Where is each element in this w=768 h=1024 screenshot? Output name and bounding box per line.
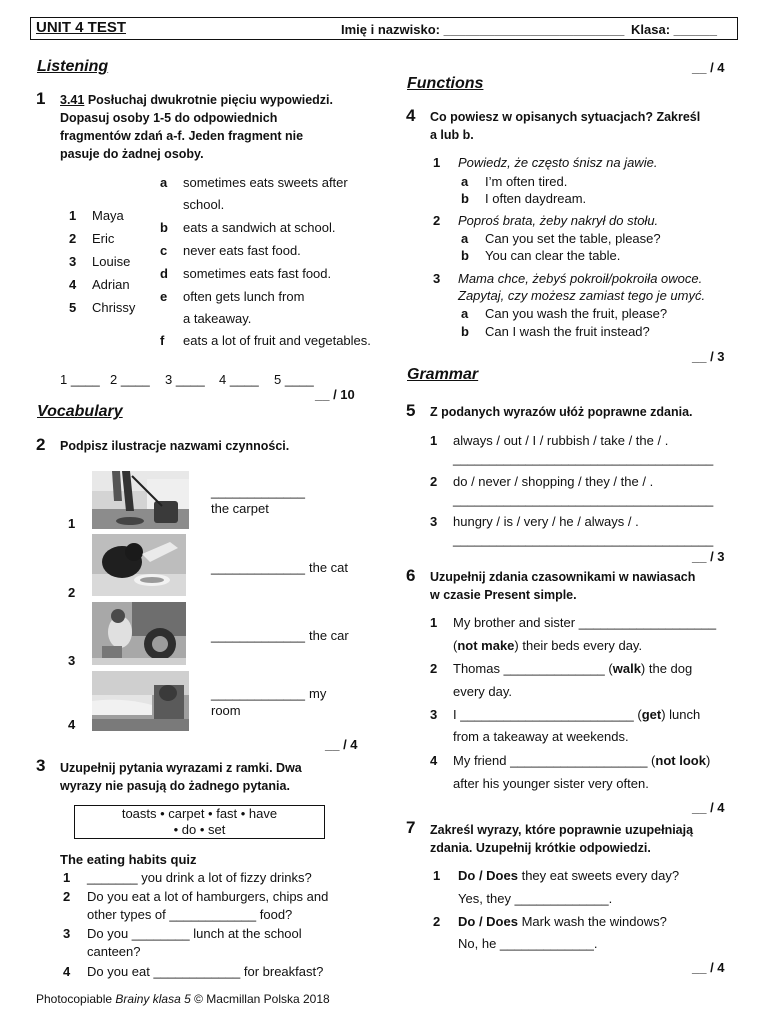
gap-sentence[interactable]: Thomas ______________ (walk) the dog xyxy=(453,661,693,676)
option-text: never eats fast food. xyxy=(183,243,301,258)
person-name: Eric xyxy=(92,231,115,246)
gap-sentence[interactable]: My brother and sister ___________________ xyxy=(453,615,717,630)
option-b[interactable]: I often daydream. xyxy=(485,191,587,206)
quiz-question: canteen? xyxy=(87,944,141,959)
gap-sentence[interactable]: My friend ___________________ (not look) xyxy=(453,753,711,768)
word-prompt: do / never / shopping / they / the / . xyxy=(453,474,654,489)
test-header xyxy=(30,17,738,40)
quiz-question: other types of ____________ food? xyxy=(87,907,293,922)
option-a[interactable]: Can you wash the fruit, please? xyxy=(485,306,668,321)
answer-line[interactable]: ____________________________________ xyxy=(453,492,714,507)
short-answer[interactable]: No, he _____________. xyxy=(458,936,598,951)
task1-score: __ / 10 xyxy=(315,387,355,402)
functions-heading: Functions xyxy=(407,75,484,92)
vacuuming-photo xyxy=(92,471,189,529)
option-text: sometimes eats fast food. xyxy=(183,266,332,281)
option-b[interactable]: You can clear the table. xyxy=(485,248,621,263)
task2-instruction: Podpisz ilustracje nazwami czynności. xyxy=(60,439,290,453)
task1-instruction: 3.41 Posłuchaj dwukrotnie pięciu wypowiedzi. Dopasuj osoby 1-5 do odpowiednich fragmentów zdań a-f. Jeden fragment nie pasuje do żadnej osoby. xyxy=(60,93,333,161)
answer-blank[interactable]: 5 ____ xyxy=(274,372,314,387)
answer-blank[interactable]: _____________ xyxy=(211,484,305,499)
task4-score: __ / 3 xyxy=(692,349,725,364)
answer-blank[interactable]: _____________ xyxy=(211,628,305,643)
task1-number: 1 xyxy=(36,89,46,108)
task3-number: 3 xyxy=(36,756,46,775)
choice-sentence[interactable]: Do / Does they eat sweets every day? xyxy=(458,868,680,883)
track-number: 3.41 xyxy=(60,93,85,107)
quiz-question: Do you eat a lot of hamburgers, chips and xyxy=(87,889,329,904)
quiz-question: Do you ________ lunch at the school xyxy=(87,926,302,941)
quiz-title: The eating habits quiz xyxy=(60,852,197,867)
task4-instruction: Co powiesz w opisanych sytuacjach? Zakreśl a lub b. xyxy=(430,110,701,142)
room-tidying-photo xyxy=(92,671,189,731)
verb-hint: not make xyxy=(457,638,515,653)
task7-number: 7 xyxy=(406,818,416,837)
vocabulary-heading: Vocabulary xyxy=(37,403,123,420)
task5-number: 5 xyxy=(406,401,416,420)
task6-score: __ / 4 xyxy=(692,800,725,815)
task5-score: __ / 3 xyxy=(692,549,725,564)
situation-prompt: Mama chce, żebyś pokroił/pokroiła owoce. xyxy=(458,271,703,286)
verb-hint: not look xyxy=(655,753,706,768)
task4-number: 4 xyxy=(406,106,416,125)
answer-blank[interactable]: 3 ____ xyxy=(165,372,205,387)
car-washing-photo xyxy=(92,602,186,665)
choice-sentence[interactable]: Do / Does Mark wash the windows? xyxy=(458,914,667,929)
verb-hint: walk xyxy=(612,661,641,676)
option-b[interactable]: Can I wash the fruit instead? xyxy=(485,324,650,339)
task2-number: 2 xyxy=(36,435,46,454)
gap-sentence: (not make) their beds every day. xyxy=(453,638,643,653)
answer-blank[interactable]: _____________ xyxy=(211,686,305,701)
answer-line[interactable]: ____________________________________ xyxy=(453,532,714,547)
option-text: school. xyxy=(183,197,225,212)
gap-sentence[interactable]: I ________________________ (get) lunch xyxy=(453,707,701,722)
class-field[interactable]: Klasa: ______ xyxy=(631,22,718,37)
quiz-question: _______ you drink a lot of fizzy drinks? xyxy=(87,870,312,885)
person-name: Louise xyxy=(92,254,131,269)
person-name: Maya xyxy=(92,208,124,223)
option-text: eats a lot of fruit and vegetables. xyxy=(183,333,371,348)
name-field[interactable]: Imię i nazwisko: _________________________ xyxy=(341,22,625,37)
task7-instruction: Zakreśl wyrazy, które poprawnie uzupełniają zdania. Uzupełnij krótkie odpowiedzi. xyxy=(430,823,694,855)
situation-prompt: Zapytaj, czy możesz zamiast tego je umyć. xyxy=(458,288,706,303)
verb-hint: get xyxy=(641,707,662,722)
cat-photo xyxy=(92,534,186,596)
task3-instruction: Uzupełnij pytania wyrazami z ramki. Dwa wyrazy nie pasują do żadnego pytania. xyxy=(60,761,302,793)
task5-instruction: Z podanych wyrazów ułóż poprawne zdania. xyxy=(430,405,693,419)
option-text: eats a sandwich at school. xyxy=(183,220,336,235)
situation-prompt: Poproś brata, żeby nakrył do stołu. xyxy=(458,213,659,228)
answer-line[interactable]: ____________________________________ xyxy=(453,451,714,466)
option-text: sometimes eats sweets after xyxy=(183,175,348,190)
option-text: a takeaway. xyxy=(183,311,252,326)
situation-prompt: Powiedz, że często śnisz na jawie. xyxy=(458,155,658,170)
short-answer[interactable]: Yes, they _____________. xyxy=(458,891,613,906)
word-box: toasts • carpet • fast • have • do • set xyxy=(74,805,325,839)
answer-blank[interactable]: 2 ____ xyxy=(110,372,150,387)
answer-blank[interactable]: _____________ xyxy=(211,560,305,575)
task6-number: 6 xyxy=(406,566,416,585)
choice-options: Do / Does xyxy=(458,868,518,883)
word-prompt: hungry / is / very / he / always / . xyxy=(453,514,639,529)
task6-instruction: Uzupełnij zdania czasownikami w nawiasach w czasie Present simple. xyxy=(430,570,696,602)
quiz-question: Do you eat ____________ for breakfast? xyxy=(87,964,324,979)
grammar-heading: Grammar xyxy=(407,366,479,383)
footer: Photocopiable Brainy klasa 5 © Macmillan Polska 2018 xyxy=(36,992,330,1006)
person-name: Chrissy xyxy=(92,300,136,315)
option-a[interactable]: I’m often tired. xyxy=(485,174,568,189)
functions-score-top: __ / 4 xyxy=(692,60,725,75)
unit-title: UNIT 4 TEST xyxy=(36,19,127,36)
person-name: Adrian xyxy=(92,277,130,292)
task7-score: __ / 4 xyxy=(692,960,725,975)
option-text: often gets lunch from xyxy=(183,289,305,304)
choice-options: Do / Does xyxy=(458,914,518,929)
answer-blank[interactable]: 1 ____ xyxy=(60,372,100,387)
answer-blank[interactable]: 4 ____ xyxy=(219,372,259,387)
option-a[interactable]: Can you set the table, please? xyxy=(485,231,661,246)
word-prompt: always / out / I / rubbish / take / the / . xyxy=(453,433,669,448)
listening-heading: Listening xyxy=(37,58,109,75)
task2-score: __ / 4 xyxy=(325,737,358,752)
